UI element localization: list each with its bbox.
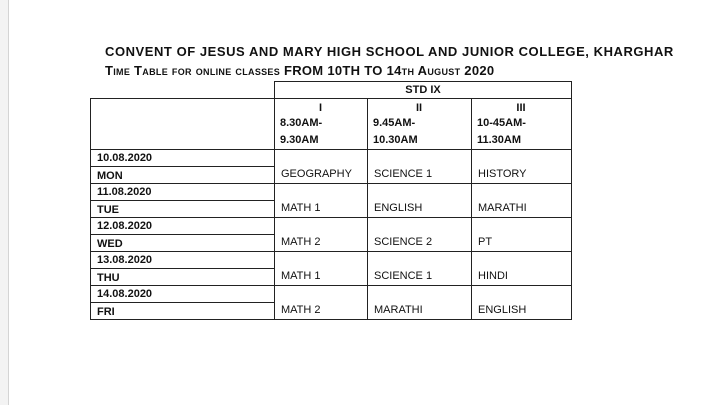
date: 14.08.2020 [91,286,274,303]
subject-cell: HISTORY [472,150,572,184]
table-row [91,184,572,218]
period-end: 9.30AM [280,134,319,146]
subtitle-part-3: th August 2020 [401,63,495,78]
weekday: THU [97,272,120,284]
date: 11.08.2020 [91,184,274,201]
date: 13.08.2020 [91,252,274,269]
subject-cell: MARATHI [368,286,472,320]
class-row [91,82,572,99]
header-empty-cell [91,99,275,150]
class-label: STD IX [275,82,572,99]
subject-cell: GEOGRAPHY [275,150,368,184]
date-cell [91,184,275,218]
weekday: MON [97,170,123,182]
period-end: 11.30AM [477,134,522,146]
table-row [91,150,572,184]
table-row [91,218,572,252]
subject-cell: HINDI [472,252,572,286]
subject-cell: SCIENCE 1 [368,252,472,286]
period-end: 10.30AM [373,134,418,146]
date: 10.08.2020 [91,150,274,167]
weekday: WED [97,238,123,250]
subject-cell: PT [472,218,572,252]
subject-cell: MATH 2 [275,286,368,320]
subject-cell: SCIENCE 1 [368,150,472,184]
period-numeral: III [516,102,526,114]
date-cell [91,286,275,320]
date-cell [91,150,275,184]
date-cell [91,218,275,252]
subject-cell: MATH 2 [275,218,368,252]
period-header [472,99,572,150]
period-header-row [91,99,572,150]
subject-cell: MATH 1 [275,184,368,218]
period-numeral: I [318,102,323,114]
empty-corner-cell [91,82,275,99]
period-start: 8.30AM- [280,117,323,129]
weekday: TUE [97,204,119,216]
period-start: 9.45AM- [373,117,416,129]
table-row [91,286,572,320]
subject-cell: ENGLISH [472,286,572,320]
period-numeral: II [415,102,423,114]
date-cell [91,252,275,286]
subtitle-part-2: FROM 10TH TO 14 [283,63,402,78]
period-start: 10-45AM- [477,117,526,129]
timetable-subtitle [105,63,494,78]
subtitle-part-1: Time Table for online classes [105,63,281,78]
table-row [91,252,572,286]
subject-cell: SCIENCE 2 [368,218,472,252]
subject-cell: MARATHI [472,184,572,218]
period-header [275,99,368,150]
subject-cell: MATH 1 [275,252,368,286]
subject-cell: ENGLISH [368,184,472,218]
school-title: CONVENT OF JESUS AND MARY HIGH SCHOOL AND JUNIOR COLLEGE, KHARGHAR [105,44,674,59]
period-header [368,99,472,150]
weekday: FRI [97,306,115,318]
timetable [90,81,572,320]
date: 12.08.2020 [91,218,274,235]
